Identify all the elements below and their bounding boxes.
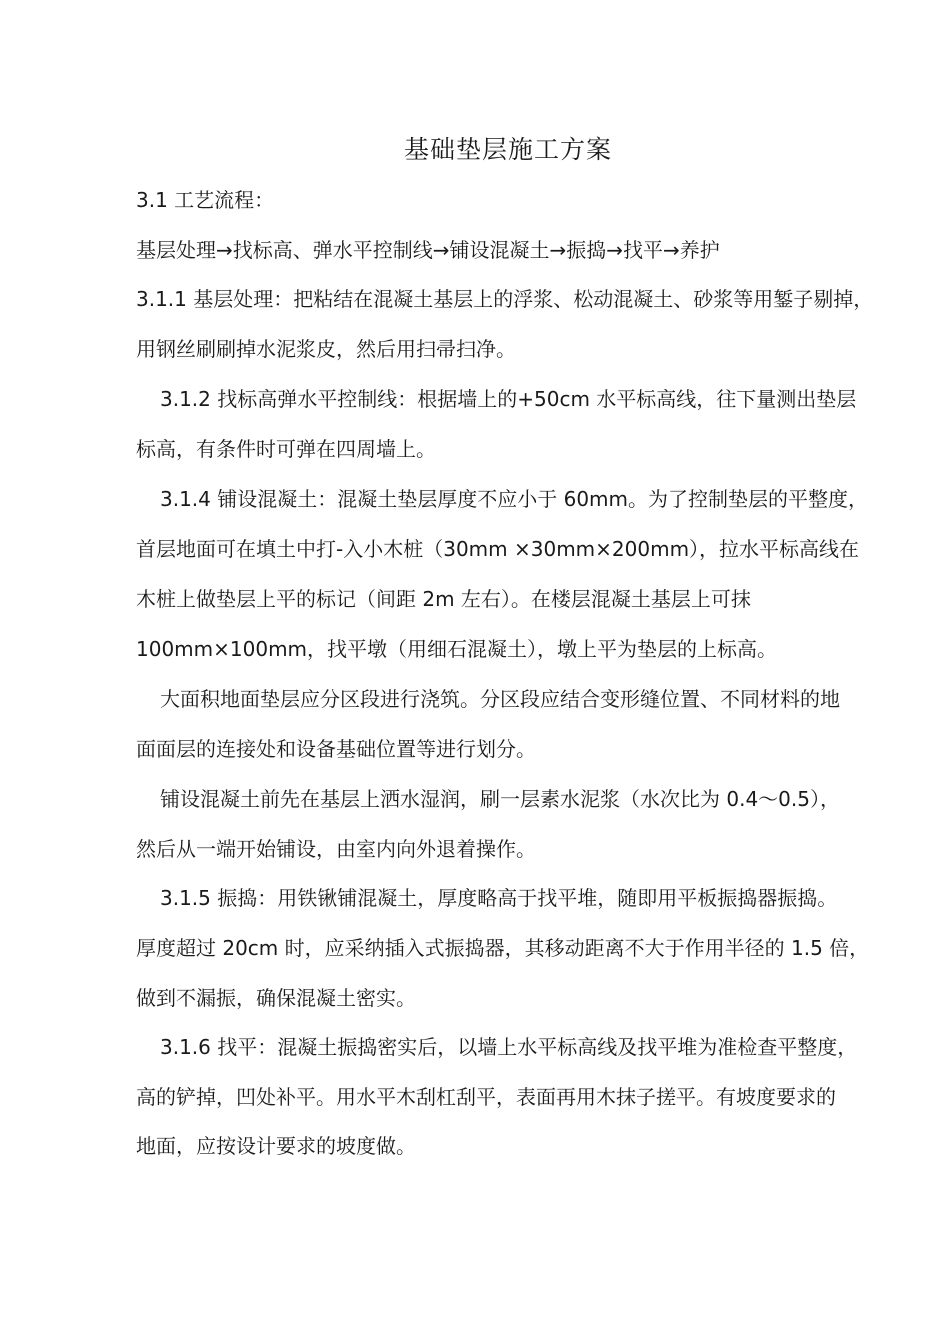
text-line: 3.1.1 基层处理：把粘结在混凝土基层上的浮浆、松动混凝土、砂浆等用錾子剔掉， <box>136 287 874 311</box>
text-line: 3.1.6 找平：混凝土振捣密实后，以墙上水平标高线及找平堆为准检查平整度， <box>160 1035 858 1059</box>
text-line: 首层地面可在填土中打-入小木桩（30mm ×30mm×200mm），拉水平标高线在 <box>136 537 860 561</box>
text-line: 地面，应按设计要求的坡度做。 <box>136 1134 416 1158</box>
text-line: 3.1 工艺流程： <box>136 188 275 212</box>
text-line: 做到不漏振，确保混凝土密实。 <box>136 986 416 1010</box>
text-line: 厚度超过 20cm 时，应采纳插入式振捣器，其移动距离不大于作用半径的 1.5 倍， <box>136 936 870 960</box>
text-line: 用钢丝刷刷掉水泥浆皮，然后用扫帚扫净。 <box>136 337 516 361</box>
text-line: 铺设混凝土前先在基层上洒水湿润，刷一层素水泥浆（水次比为 0.4～0.5）， <box>160 787 840 811</box>
text-line: 3.1.4 铺设混凝土：混凝土垫层厚度不应小于 60mm。为了控制垫层的平整度， <box>160 487 869 511</box>
text-line: 然后从一端开始铺设，由室内向外退着操作。 <box>136 837 536 861</box>
text-line: 3.1.2 找标高弹水平控制线：根据墙上的+50cm 水平标高线，往下量测出垫层 <box>160 387 857 411</box>
text-line: 基层处理→找标高、弹水平控制线→铺设混凝土→振捣→找平→养护 <box>136 238 720 262</box>
text-line: 3.1.5 振捣：用铁锹铺混凝土，厚度略高于找平堆，随即用平板振捣器振捣。 <box>160 886 838 910</box>
text-line: 面面层的连接处和设备基础位置等进行划分。 <box>136 737 536 761</box>
document-title: 基础垫层施工方案 <box>403 135 612 164</box>
text-line: 大面积地面垫层应分区段进行浇筑。分区段应结合变形缝位置、不同材料的地 <box>160 687 840 711</box>
text-line: 标高，有条件时可弹在四周墙上。 <box>136 437 436 461</box>
text-line: 100mm×100mm，找平墩（用细石混凝土），墩上平为垫层的上标高。 <box>136 637 778 661</box>
text-line: 高的铲掉，凹处补平。用水平木刮杠刮平，表面再用木抹子搓平。有坡度要求的 <box>136 1085 836 1109</box>
text-line: 木桩上做垫层上平的标记（间距 2m 左右）。在楼层混凝土基层上可抹 <box>136 587 751 611</box>
